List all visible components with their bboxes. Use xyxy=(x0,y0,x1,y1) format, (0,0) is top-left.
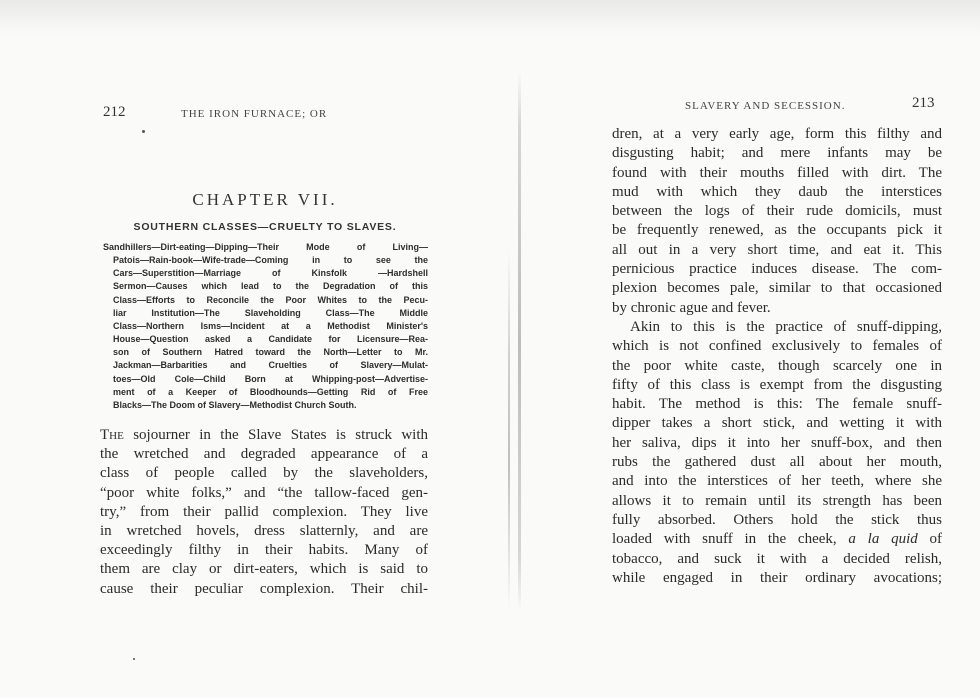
body-line: them are clay or dirt-eaters, which is said to xyxy=(100,561,428,578)
body-line xyxy=(612,530,942,549)
chapter-synopsis xyxy=(103,241,428,412)
body-line: allows it to remain until its strength has been xyxy=(612,492,942,509)
synopsis-line: Jackman—Barbarities and Cruelties of Slavery—Mulat- xyxy=(113,360,428,371)
body-line-start: loaded with snuff in the cheek, xyxy=(612,531,837,548)
italic-phrase: a la quid xyxy=(848,531,918,548)
ink-speck xyxy=(142,130,145,133)
body-line: rubs the gathered dust all about her mouth, xyxy=(612,454,942,471)
body-line: in wretched hovels, dress slatternly, and are xyxy=(100,523,428,540)
synopsis-line: Patois—Rain-book—Wife-trade—Coming in to see the xyxy=(113,255,428,266)
body-line: the poor white caste, though scarcely one in xyxy=(612,357,942,374)
page-number-right: 213 xyxy=(912,95,935,111)
body-line: pernicious practice induces disease. The com- xyxy=(612,261,942,278)
body-line: which is not confined exclusively to females of xyxy=(612,338,942,355)
body-line: the wretched and degraded appearance of a xyxy=(100,446,428,463)
body-line: try,” from their pallid complexion. They live xyxy=(100,503,428,520)
body-line-rest: sojourner in the Slave States is struck with xyxy=(123,427,428,443)
body-line: habit. The method is this: The female snuff- xyxy=(612,396,942,413)
drop-word: The xyxy=(100,427,124,443)
body-line: by chronic ague and fever. xyxy=(612,299,771,316)
synopsis-line: liar Institution—The Slaveholding Class—The Middle xyxy=(113,307,428,318)
synopsis-line: Cars—Superstition—Marriage of Kinsfolk —Hardshell xyxy=(113,268,428,279)
body-line: dren, at a very early age, form this filthy and xyxy=(612,126,942,142)
synopsis-line: House—Question asked a Candidate for Licensure—Rea- xyxy=(113,334,428,345)
page-number-left: 212 xyxy=(103,104,126,120)
running-head-right: SLAVERY AND SECESSION. xyxy=(685,100,846,112)
body-text-left xyxy=(100,426,428,599)
body-line: Akin to this is the practice of snuff-dipping, xyxy=(630,318,942,335)
body-line: fully absorbed. Others hold the stick thus xyxy=(612,511,942,528)
running-head-left: THE IRON FURNACE; OR xyxy=(181,108,328,120)
body-line: exceedingly filthy in their habits. Many of xyxy=(100,542,428,559)
body-line: dipper takes a short stick, and wetting it with xyxy=(612,415,942,432)
body-line: “poor white folks,” and “the tallow-faced gen- xyxy=(100,484,428,501)
body-line: be frequently renewed, as the occupants pick it xyxy=(612,222,942,239)
body-line xyxy=(100,426,428,445)
chapter-subtitle: SOUTHERN CLASSES—CRUELTY TO SLAVES. xyxy=(133,221,397,233)
body-line-end: of xyxy=(929,531,942,548)
synopsis-line: Blacks—The Doom of Slavery—Methodist Church South. xyxy=(113,399,357,410)
body-line: tobacco, and suck it with a decided relish, xyxy=(612,550,942,567)
body-line: found with their mouths filled with dirt. The xyxy=(612,164,942,181)
body-text-right xyxy=(612,125,942,588)
synopsis-line: Sermon—Causes which lead to the Degradation of this xyxy=(113,281,428,292)
body-line: class of people called by the slaveholders, xyxy=(100,465,428,482)
body-line: all out in a very short time, and eat it. This xyxy=(612,241,942,258)
body-line: and into the interstices of her teeth, where she xyxy=(612,473,942,490)
body-line: mud with which they daub the interstices xyxy=(612,183,942,200)
synopsis-line: Class—Northern Isms—Incident at a Methodist Minister's xyxy=(113,320,428,331)
body-line: disgusting habit; and mere infants may be xyxy=(612,145,942,162)
synopsis-line: ment of a Keeper of Bloodhounds—Getting Rid of Free xyxy=(113,386,428,397)
body-line: while engaged in their ordinary avocations; xyxy=(612,569,942,586)
synopsis-line: Sandhillers—Dirt-eating—Dipping—Their Mode of Living— xyxy=(103,242,428,252)
body-line: plexion becomes pale, similar to that occasioned xyxy=(612,280,942,297)
synopsis-line: toes—Old Cole—Child Born at Whipping-post—Advertise- xyxy=(113,373,428,384)
body-line: cause their peculiar complexion. Their chil- xyxy=(100,580,428,597)
chapter-title: CHAPTER VII. xyxy=(192,190,338,209)
body-line: her saliva, dips it into her snuff-box, and then xyxy=(612,434,942,451)
right-page xyxy=(505,0,980,698)
body-line: between the logs of their rude domicils, must xyxy=(612,203,942,220)
synopsis-line: son of Southern Hatred toward the North—Letter to Mr. xyxy=(113,347,428,358)
ink-speck xyxy=(133,658,135,660)
synopsis-line: Class—Efforts to Reconcile the Poor Whites to the Pecu- xyxy=(113,294,428,305)
body-line: fifty of this class is exempt from the disgusting xyxy=(612,376,942,393)
